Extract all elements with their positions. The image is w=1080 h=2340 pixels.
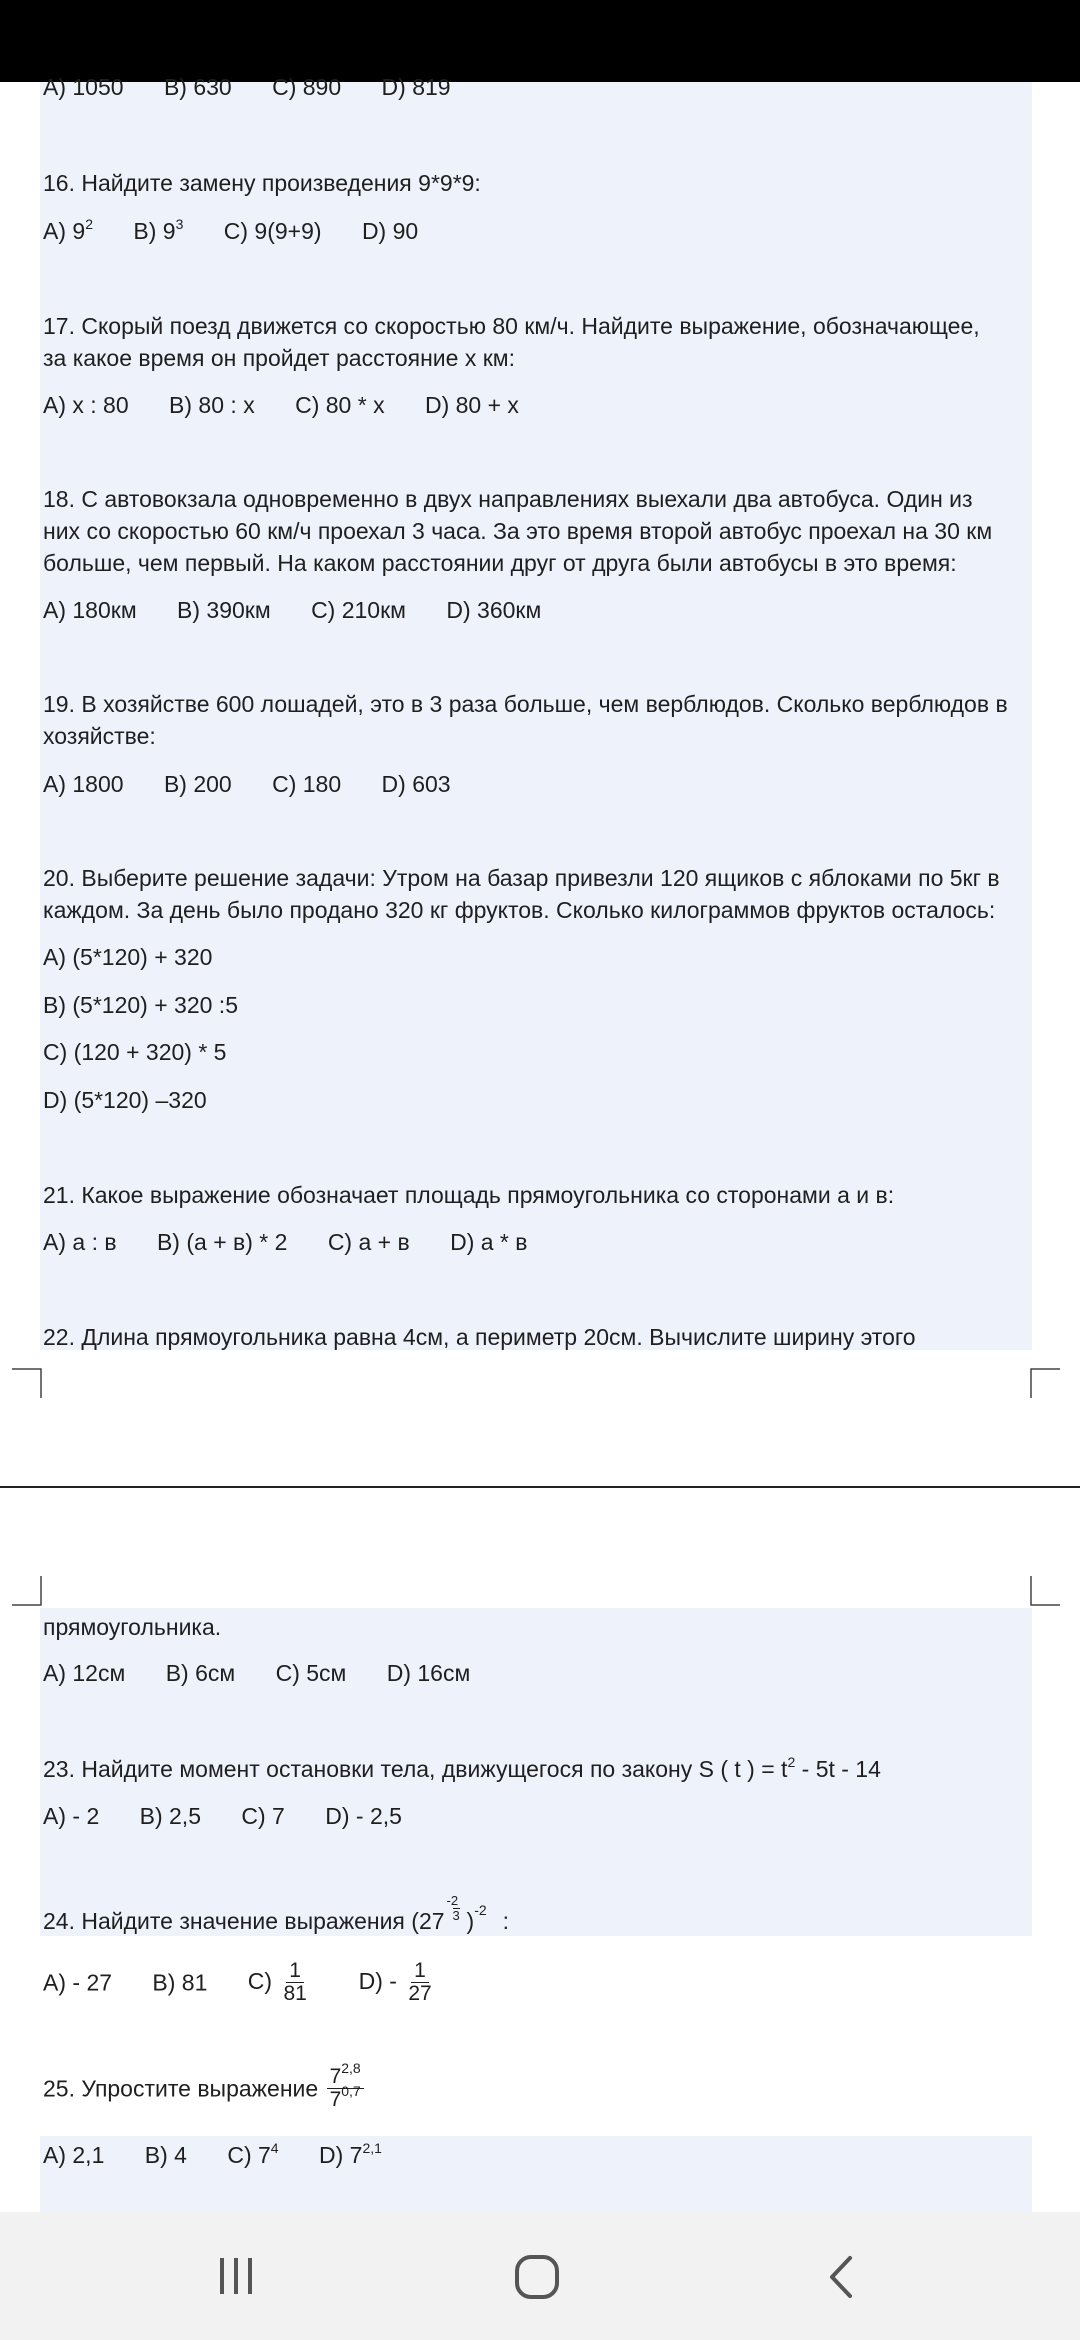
option-d: D) 7$^{2,1}$ xyxy=(318,2140,382,2168)
option-c: C) $7^4$ xyxy=(227,2140,279,2168)
top-partial-options xyxy=(43,72,451,102)
option-d: D) - 2,5 xyxy=(325,1803,402,1829)
option-c: C) 9(9+9) xyxy=(223,218,322,244)
question-17-line-1: 17. Скорый поезд движется со скоростью 80 км/ч. Найдите выражение, обозначающее, xyxy=(43,313,980,339)
page-corner-mark xyxy=(1030,1368,1060,1398)
option-d: D) 603 xyxy=(381,771,451,797)
option-d: D) - $\frac{1}{27}$ xyxy=(358,1959,432,2005)
option-a: A) х : 80 xyxy=(43,392,129,418)
option-a: A) 2,1 xyxy=(43,2142,105,2168)
question-24: 24. Найдите значение выражения (27 $\frac{-2}{3}$ )$^{-2}$ : xyxy=(43,1893,510,1934)
option-b: B) 630 xyxy=(163,74,232,100)
question-18-line-1: 18. С автовокзала одновременно в двух направлениях выехали два автобуса. Один из xyxy=(43,486,973,512)
page-divider xyxy=(0,1486,1080,1488)
status-bar xyxy=(0,0,1080,82)
option-a: A) - 27 xyxy=(43,1969,113,1996)
question-19-line-2: хозяйстве: xyxy=(43,723,156,749)
question-22-line-1: 22. Длина прямоугольника равна 4см, а периметр 20см. Вычислите ширину этого xyxy=(43,1324,916,1350)
option-b: B) 390км xyxy=(177,597,271,623)
option-c: C) 80 * х xyxy=(295,392,385,418)
option-b: B) 2,5 xyxy=(139,1803,201,1829)
question-20-line-1: 20. Выберите решение задачи: Утром на базар привезли 120 ящиков с яблоками по 5кг в xyxy=(43,865,1000,891)
option-a: A) а : в xyxy=(43,1229,117,1255)
question-23: 23. Найдите момент остановки тела, движущегося по закону S ( t ) = $t^2 - 5t - 14$ xyxy=(43,1754,881,1782)
fraction-exponent: $\frac{-2}{3}$ xyxy=(446,1893,460,1923)
question-17-options xyxy=(43,390,519,420)
option-d: D) 90 xyxy=(361,218,419,244)
question-20-option-d: D) (5*120) –320 xyxy=(43,1087,207,1113)
option-b: B) 81 xyxy=(152,1969,208,1996)
question-20-option-b: B) (5*120) + 320 :5 xyxy=(43,992,238,1018)
option-b: B) 200 xyxy=(163,771,232,797)
page-corner-mark xyxy=(12,1368,42,1398)
question-21: 21. Какое выражение обозначает площадь прямоугольника со сторонами а и в: xyxy=(43,1182,895,1208)
option-a: A) - 2 xyxy=(43,1803,100,1829)
option-d: D) 80 + х xyxy=(424,392,519,418)
question-18-line-3: больше, чем первый. На каком расстоянии друг от друга были автобусы в это время: xyxy=(43,550,957,576)
page-corner-mark xyxy=(1030,1576,1060,1606)
page-corner-mark xyxy=(12,1576,42,1606)
option-c: C) 180 xyxy=(272,771,342,797)
option-a: A) $9^2$ xyxy=(43,216,93,244)
question-25: 25. Упростите выражение $\frac{7^{2,8}}{7^{0,7}}$ xyxy=(43,2066,366,2112)
recent-apps-icon[interactable] xyxy=(214,2254,258,2298)
question-16-options xyxy=(43,216,418,246)
navigation-bar xyxy=(0,2212,1080,2340)
question-22-options xyxy=(43,1658,470,1688)
option-c: C) 5см xyxy=(275,1660,347,1686)
option-c: C) а + в xyxy=(327,1229,410,1255)
option-a: A) 180км xyxy=(43,597,137,623)
option-c: C) $\frac{1}{81}$ xyxy=(247,1959,307,2005)
back-icon[interactable] xyxy=(822,2252,862,2302)
option-c: C) 7 xyxy=(241,1803,285,1829)
option-b: B) 80 : х xyxy=(169,392,255,418)
option-b: B) 4 xyxy=(144,2142,187,2168)
question-24-options xyxy=(43,1960,437,2004)
question-25-options xyxy=(43,2140,382,2170)
question-20-line-2: каждом. За день было продано 320 кг фруктов. Сколько килограммов фруктов осталось: xyxy=(43,897,996,923)
question-21-options xyxy=(43,1227,528,1257)
option-a: A) 1800 xyxy=(43,771,124,797)
question-16: 16. Найдите замену произведения 9*9*9: xyxy=(43,170,481,196)
question-19-line-1: 19. В хозяйстве 600 лошадей, это в 3 раза больше, чем верблюдов. Сколько верблюдов в xyxy=(43,691,1008,717)
question-22-line-2: прямоугольника. xyxy=(43,1614,222,1640)
option-d: D) 360км xyxy=(446,597,542,623)
option-b: B) 6см xyxy=(165,1660,236,1686)
home-icon[interactable] xyxy=(512,2252,562,2302)
question-19-options xyxy=(43,769,451,799)
option-d: D) а * в xyxy=(450,1229,528,1255)
option-d: D) 16см xyxy=(386,1660,471,1686)
question-20-option-a: A) (5*120) + 320 xyxy=(43,944,213,970)
option-d: D) 819 xyxy=(381,74,451,100)
option-a: A) 12см xyxy=(43,1660,126,1686)
question-17-line-2: за какое время он пройдет расстояние х км: xyxy=(43,345,515,371)
option-c: C) 890 xyxy=(272,74,342,100)
question-20-option-c: C) (120 + 320) * 5 xyxy=(43,1039,227,1065)
question-18-options xyxy=(43,595,541,625)
question-23-options xyxy=(43,1801,402,1831)
question-18-line-2: них со скоростью 60 км/ч проехал 3 часа. За это время второй автобус проехал на 30 км xyxy=(43,518,993,544)
option-c: C) 210км xyxy=(311,597,406,623)
option-b: B) (а + в) * 2 xyxy=(156,1229,288,1255)
option-a: A) 1050 xyxy=(43,74,124,100)
expression-fraction: $\frac{7^{2,8}}{7^{0,7}}$ xyxy=(327,2066,364,2111)
option-b: B) $9^3$ xyxy=(133,216,184,244)
